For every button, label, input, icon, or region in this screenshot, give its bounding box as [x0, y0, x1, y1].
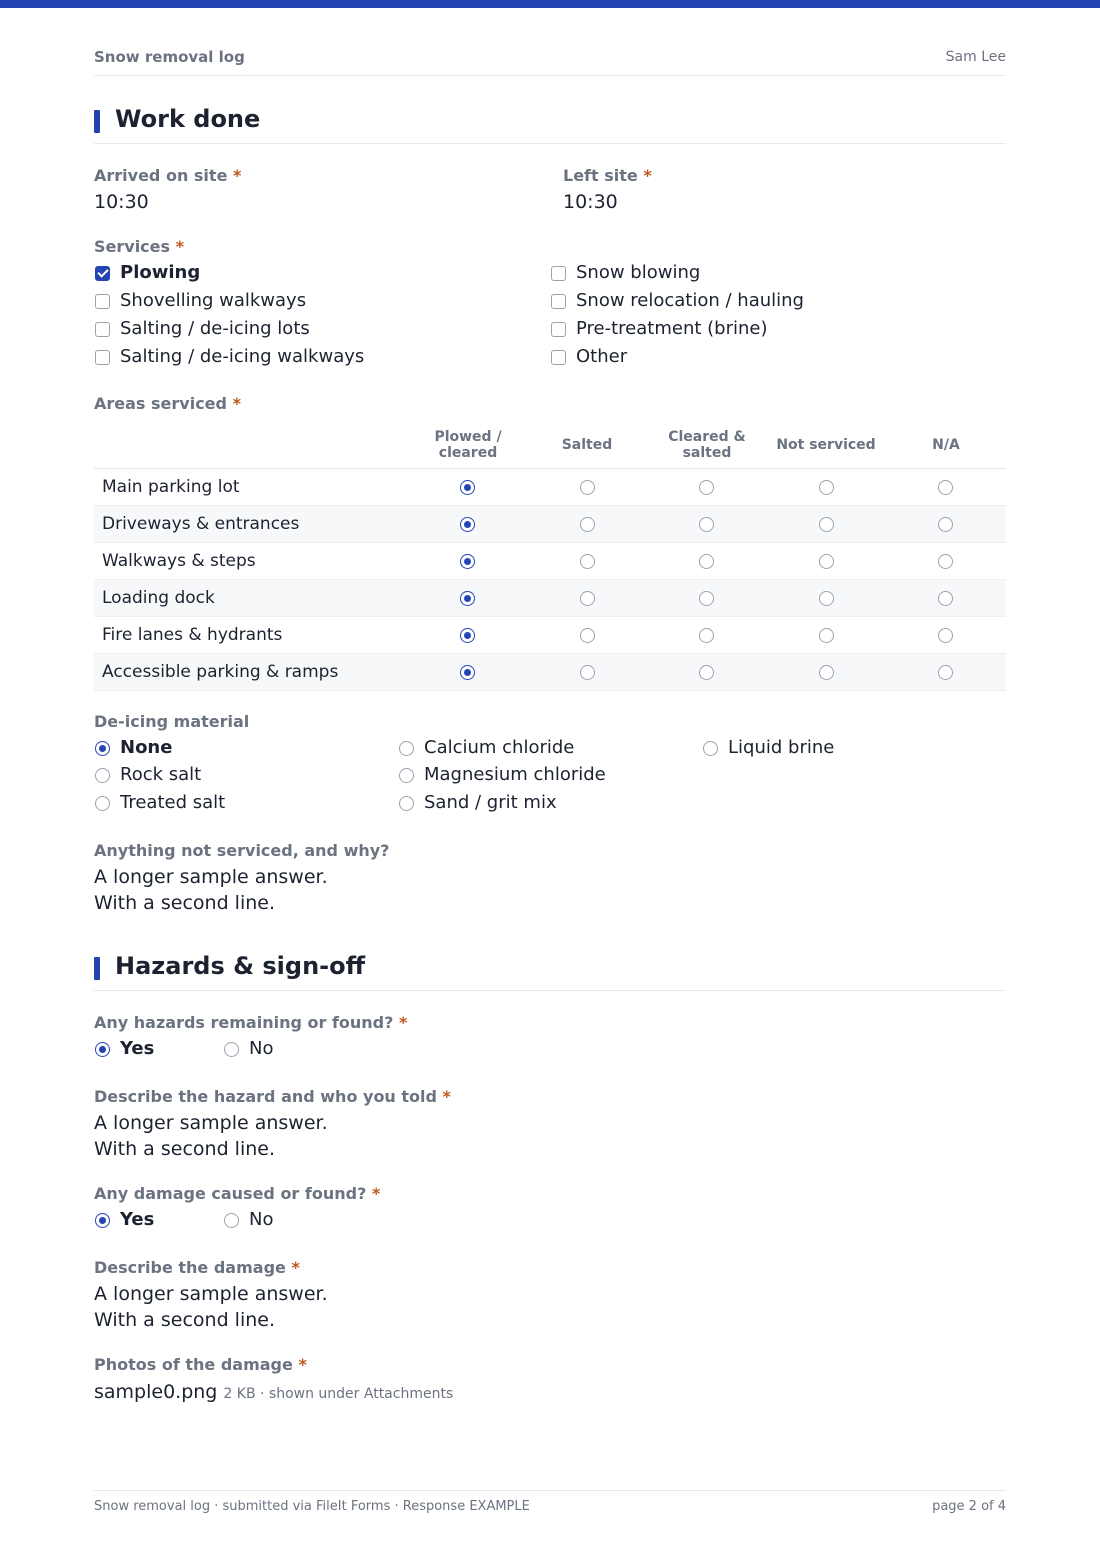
grid-row-label: Driveways & entrances [102, 514, 300, 534]
grid-cell[interactable] [580, 517, 595, 532]
radio-selected-icon[interactable] [95, 1213, 110, 1228]
grid-cell[interactable] [938, 554, 953, 569]
not-serviced-label: Anything not serviced, and why? [94, 841, 390, 860]
grid-cell[interactable] [460, 554, 475, 569]
checkbox-icon[interactable] [95, 294, 110, 309]
checkbox-icon[interactable] [551, 322, 566, 337]
grid-row-label: Fire lanes & hydrants [102, 625, 283, 645]
radio-icon[interactable] [819, 591, 834, 606]
top-accent-bar [0, 0, 1100, 8]
deicing-label: De-icing material [94, 712, 250, 731]
checkbox-icon[interactable] [551, 266, 566, 281]
grid-col-cleared-salted: Cleared & salted [668, 429, 746, 461]
grid-row-label: Walkways & steps [102, 551, 256, 571]
radio-icon[interactable] [819, 665, 834, 680]
grid-cell[interactable] [819, 665, 834, 680]
radio-icon[interactable] [699, 480, 714, 495]
radio-icon[interactable] [938, 480, 953, 495]
grid-row-label: Accessible parking & ramps [102, 662, 339, 682]
radio-icon[interactable] [699, 554, 714, 569]
section-marker [94, 110, 100, 133]
section-title: Hazards & sign-off [115, 952, 366, 980]
radio-icon[interactable] [580, 628, 595, 643]
grid-cell[interactable] [460, 628, 475, 643]
damage-description-label: Describe the damage * [94, 1258, 300, 1277]
radio-icon[interactable] [938, 591, 953, 606]
radio-icon[interactable] [819, 480, 834, 495]
radio-icon[interactable] [399, 796, 414, 811]
grid-row [94, 654, 1006, 691]
radio-icon[interactable] [95, 796, 110, 811]
arrived-value: 10:30 [94, 191, 149, 213]
radio-icon[interactable] [938, 554, 953, 569]
grid-col-not-serviced: Not serviced [776, 437, 876, 453]
grid-cell[interactable] [699, 591, 714, 606]
radio-icon[interactable] [699, 628, 714, 643]
radio-icon[interactable] [819, 628, 834, 643]
page-number: page 2 of 4 [932, 1499, 1006, 1514]
damage-question-label: Any damage caused or found? * [94, 1184, 381, 1203]
grid-cell[interactable] [938, 665, 953, 680]
radio-icon[interactable] [938, 628, 953, 643]
grid-col-salted: Salted [561, 437, 613, 453]
damage-description-answer: A longer sample answer. With a second line. [94, 1283, 328, 1331]
radio-selected-icon[interactable] [95, 1042, 110, 1057]
radio-icon[interactable] [95, 768, 110, 783]
grid-cell[interactable] [699, 480, 714, 495]
radio-icon[interactable] [580, 665, 595, 680]
radio-icon[interactable] [399, 741, 414, 756]
grid-cell[interactable] [580, 628, 595, 643]
grid-header-row [94, 426, 1006, 469]
areas-label: Areas serviced * [94, 394, 241, 413]
radio-icon[interactable] [938, 517, 953, 532]
grid-cell[interactable] [938, 591, 953, 606]
radio-selected-icon[interactable] [460, 628, 475, 643]
grid-cell[interactable] [460, 480, 475, 495]
left-site-label: Left site * [563, 166, 652, 185]
grid-row [94, 580, 1006, 617]
areas-grid [94, 426, 1006, 691]
footer-text: Snow removal log · submitted via FileIt Forms · Response EXAMPLE [94, 1499, 530, 1514]
section-title: Work done [115, 105, 261, 133]
checkbox-icon[interactable] [95, 350, 110, 365]
grid-cell[interactable] [938, 517, 953, 532]
section-work-done [94, 104, 1006, 144]
section-marker [94, 957, 100, 980]
radio-selected-icon[interactable] [460, 517, 475, 532]
attachment-filename[interactable]: sample0.png [94, 1381, 218, 1403]
radio-selected-icon[interactable] [95, 741, 110, 756]
section-hazards [94, 951, 1006, 991]
radio-icon[interactable] [819, 517, 834, 532]
left-site-value: 10:30 [563, 191, 618, 213]
radio-icon[interactable] [819, 554, 834, 569]
page-header [94, 46, 1006, 76]
grid-cell[interactable] [699, 628, 714, 643]
photos-label: Photos of the damage * [94, 1355, 307, 1374]
checkbox-icon[interactable] [551, 294, 566, 309]
arrived-label: Arrived on site * [94, 166, 242, 185]
grid-row [94, 543, 1006, 580]
grid-row [94, 617, 1006, 654]
grid-cell[interactable] [699, 517, 714, 532]
attachment-meta: 2 KB · shown under Attachments [223, 1386, 454, 1402]
radio-icon[interactable] [580, 517, 595, 532]
grid-col-na: N/A [932, 437, 960, 453]
grid-cell[interactable] [819, 517, 834, 532]
radio-icon[interactable] [399, 768, 414, 783]
grid-cell[interactable] [938, 628, 953, 643]
radio-icon[interactable] [703, 741, 718, 756]
radio-icon[interactable] [699, 591, 714, 606]
radio-icon[interactable] [224, 1213, 239, 1228]
hazards-question-label: Any hazards remaining or found? * [94, 1013, 408, 1032]
radio-selected-icon[interactable] [460, 480, 475, 495]
checkbox-checked-icon[interactable] [95, 266, 110, 281]
radio-selected-icon[interactable] [460, 591, 475, 606]
radio-icon[interactable] [224, 1042, 239, 1057]
grid-cell[interactable] [580, 480, 595, 495]
grid-col-plowed: Plowed / cleared [434, 429, 502, 461]
radio-icon[interactable] [580, 480, 595, 495]
grid-cell[interactable] [699, 665, 714, 680]
grid-cell[interactable] [819, 591, 834, 606]
grid-cell[interactable] [819, 480, 834, 495]
services-label: Services * [94, 237, 184, 256]
radio-icon[interactable] [580, 591, 595, 606]
grid-cell[interactable] [938, 480, 953, 495]
grid-cell[interactable] [819, 554, 834, 569]
radio-icon[interactable] [699, 517, 714, 532]
checkbox-icon[interactable] [551, 350, 566, 365]
radio-selected-icon[interactable] [460, 665, 475, 680]
page-footer [94, 1490, 1006, 1520]
grid-row-label: Main parking lot [102, 477, 240, 497]
checkbox-icon[interactable] [95, 322, 110, 337]
grid-cell[interactable] [699, 554, 714, 569]
radio-icon[interactable] [699, 665, 714, 680]
radio-icon[interactable] [580, 554, 595, 569]
hazard-description-answer: A longer sample answer. With a second line. [94, 1112, 328, 1160]
grid-cell[interactable] [819, 628, 834, 643]
form-title: Snow removal log [94, 48, 245, 66]
grid-cell[interactable] [580, 554, 595, 569]
grid-cell[interactable] [460, 517, 475, 532]
grid-row-label: Loading dock [102, 588, 215, 608]
hazard-description-label: Describe the hazard and who you told * [94, 1087, 451, 1106]
grid-row [94, 506, 1006, 543]
grid-cell[interactable] [580, 665, 595, 680]
respondent-name: Sam Lee [945, 49, 1006, 65]
not-serviced-answer: A longer sample answer. With a second line. [94, 866, 328, 914]
grid-cell[interactable] [460, 591, 475, 606]
radio-selected-icon[interactable] [460, 554, 475, 569]
grid-cell[interactable] [460, 665, 475, 680]
photo-attachment [94, 1381, 453, 1403]
grid-row [94, 469, 1006, 506]
radio-icon[interactable] [938, 665, 953, 680]
grid-cell[interactable] [580, 591, 595, 606]
